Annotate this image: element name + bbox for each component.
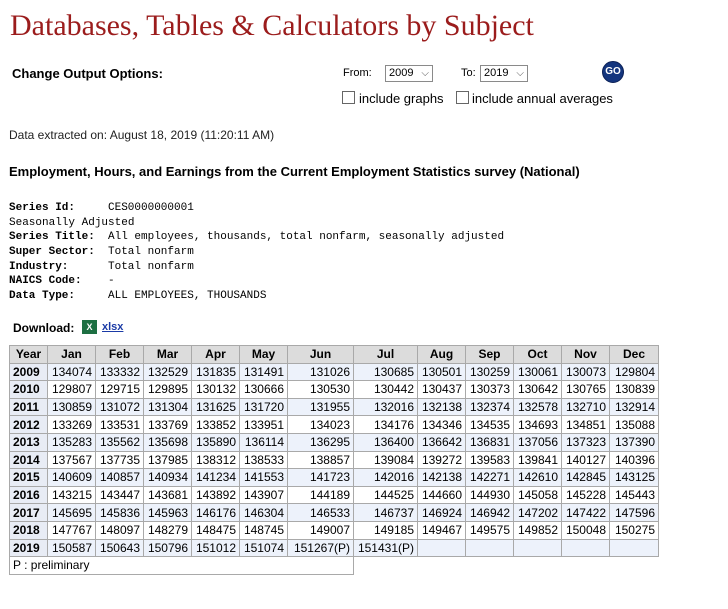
value-cell: 150275 — [610, 521, 659, 539]
value-cell — [418, 539, 466, 557]
value-cell: 132710 — [562, 398, 610, 416]
meta-value: All employees, thousands, total nonfarm, seasonally adjusted — [108, 231, 505, 244]
value-cell: 143681 — [144, 486, 192, 504]
value-cell: 142845 — [562, 469, 610, 487]
table-row — [10, 539, 659, 557]
value-cell: 136114 — [240, 433, 288, 451]
year-cell: 2015 — [10, 469, 48, 487]
value-cell: 145228 — [562, 486, 610, 504]
meta-key: Super Sector: — [9, 246, 95, 259]
value-cell: 140857 — [96, 469, 144, 487]
value-cell: 139583 — [466, 451, 514, 469]
value-cell: 150796 — [144, 539, 192, 557]
chevron-down-icon: ⌵ — [421, 68, 429, 79]
table-row — [10, 363, 659, 381]
value-cell: 145058 — [514, 486, 562, 504]
series-id-row — [9, 201, 504, 216]
seasonal-adjustment-row — [9, 216, 504, 231]
value-cell: 130501 — [418, 363, 466, 381]
excel-icon[interactable]: X — [82, 320, 97, 334]
value-cell: 151431(P) — [354, 539, 418, 557]
meta-value: Total nonfarm — [108, 260, 194, 273]
table-footnote-row — [10, 557, 659, 575]
column-header-year: Year — [10, 346, 48, 364]
change-output-options-label: Change Output Options: — [12, 66, 163, 81]
meta-value: ALL EMPLOYEES, THOUSANDS — [108, 290, 267, 303]
value-cell: 135283 — [48, 433, 96, 451]
value-cell: 134851 — [562, 416, 610, 434]
value-cell: 137390 — [610, 433, 659, 451]
value-cell: 149467 — [418, 521, 466, 539]
industry-row — [9, 260, 504, 275]
year-cell: 2013 — [10, 433, 48, 451]
value-cell: 133852 — [192, 416, 240, 434]
value-cell: 151012 — [192, 539, 240, 557]
value-cell: 134535 — [466, 416, 514, 434]
value-cell: 136642 — [418, 433, 466, 451]
table-row — [10, 433, 659, 451]
value-cell: 132578 — [514, 398, 562, 416]
value-cell: 130442 — [354, 381, 418, 399]
value-cell: 149007 — [288, 521, 354, 539]
to-year-select[interactable] — [480, 65, 528, 82]
series-metadata — [9, 201, 504, 304]
value-cell: 133269 — [48, 416, 96, 434]
year-cell: 2012 — [10, 416, 48, 434]
value-cell: 137323 — [562, 433, 610, 451]
value-cell: 130259 — [466, 363, 514, 381]
value-cell: 146924 — [418, 504, 466, 522]
value-cell: 129804 — [610, 363, 659, 381]
value-cell: 137985 — [144, 451, 192, 469]
value-cell: 137567 — [48, 451, 96, 469]
value-cell: 135088 — [610, 416, 659, 434]
value-cell: 133531 — [96, 416, 144, 434]
meta-key: Series Id: — [9, 202, 76, 214]
value-cell: 146533 — [288, 504, 354, 522]
employment-data-table — [9, 345, 659, 575]
data-extracted-text: Data extracted on: August 18, 2019 (11:20:11 AM) — [9, 128, 275, 142]
value-cell: 129715 — [96, 381, 144, 399]
value-cell: 140396 — [610, 451, 659, 469]
value-cell: 134023 — [288, 416, 354, 434]
go-button[interactable]: GO — [602, 61, 624, 83]
value-cell: 139272 — [418, 451, 466, 469]
value-cell: 136831 — [466, 433, 514, 451]
year-cell: 2019 — [10, 539, 48, 557]
value-cell: 138312 — [192, 451, 240, 469]
value-cell: 147422 — [562, 504, 610, 522]
value-cell: 135698 — [144, 433, 192, 451]
to-year-value: 2019 — [484, 67, 509, 79]
value-cell: 129895 — [144, 381, 192, 399]
value-cell: 134176 — [354, 416, 418, 434]
value-cell: 149185 — [354, 521, 418, 539]
column-header-mar: Mar — [144, 346, 192, 364]
value-cell: 146176 — [192, 504, 240, 522]
value-cell: 130530 — [288, 381, 354, 399]
to-label: To: — [461, 67, 476, 79]
column-header-may: May — [240, 346, 288, 364]
value-cell — [610, 539, 659, 557]
value-cell: 148279 — [144, 521, 192, 539]
meta-key: NAICS Code: — [9, 275, 82, 288]
value-cell: 145963 — [144, 504, 192, 522]
value-cell: 149575 — [466, 521, 514, 539]
value-cell: 135890 — [192, 433, 240, 451]
include-annual-averages-checkbox[interactable] — [456, 91, 469, 104]
value-cell — [514, 539, 562, 557]
value-cell: 148475 — [192, 521, 240, 539]
column-header-sep: Sep — [466, 346, 514, 364]
value-cell: 147767 — [48, 521, 96, 539]
value-cell: 145695 — [48, 504, 96, 522]
column-header-jul: Jul — [354, 346, 418, 364]
value-cell — [466, 539, 514, 557]
value-cell: 130132 — [192, 381, 240, 399]
value-cell: 149852 — [514, 521, 562, 539]
year-cell: 2011 — [10, 398, 48, 416]
footnote-text: P : preliminary — [10, 557, 354, 575]
value-cell: 133951 — [240, 416, 288, 434]
value-cell: 130642 — [514, 381, 562, 399]
value-cell: 138857 — [288, 451, 354, 469]
from-year-select[interactable] — [385, 65, 433, 82]
column-header-dec: Dec — [610, 346, 659, 364]
value-cell: 135562 — [96, 433, 144, 451]
value-cell: 132529 — [144, 363, 192, 381]
value-cell: 137735 — [96, 451, 144, 469]
meta-value: - — [108, 275, 115, 288]
value-cell: 134074 — [48, 363, 96, 381]
download-label: Download: — [13, 321, 75, 335]
value-cell: 143907 — [240, 486, 288, 504]
meta-value: Seasonally Adjusted — [9, 216, 135, 229]
value-cell: 139841 — [514, 451, 562, 469]
value-cell: 145443 — [610, 486, 659, 504]
table-header-row — [10, 346, 659, 364]
table-row — [10, 504, 659, 522]
column-header-nov: Nov — [562, 346, 610, 364]
value-cell — [562, 539, 610, 557]
include-graphs-label: include graphs — [359, 91, 444, 106]
value-cell: 130765 — [562, 381, 610, 399]
value-cell: 142610 — [514, 469, 562, 487]
column-header-apr: Apr — [192, 346, 240, 364]
meta-key: Industry: — [9, 260, 69, 273]
value-cell: 137056 — [514, 433, 562, 451]
column-header-jan: Jan — [48, 346, 96, 364]
value-cell: 144660 — [418, 486, 466, 504]
value-cell: 130859 — [48, 398, 96, 416]
value-cell: 144525 — [354, 486, 418, 504]
value-cell: 150643 — [96, 539, 144, 557]
value-cell: 150048 — [562, 521, 610, 539]
value-cell: 145836 — [96, 504, 144, 522]
value-cell: 141723 — [288, 469, 354, 487]
value-cell: 131720 — [240, 398, 288, 416]
value-cell: 147596 — [610, 504, 659, 522]
value-cell: 140609 — [48, 469, 96, 487]
value-cell: 131491 — [240, 363, 288, 381]
value-cell: 130061 — [514, 363, 562, 381]
value-cell: 142138 — [418, 469, 466, 487]
value-cell: 143125 — [610, 469, 659, 487]
value-cell: 146737 — [354, 504, 418, 522]
value-cell: 130839 — [610, 381, 659, 399]
table-body — [10, 363, 659, 557]
survey-title: Employment, Hours, and Earnings from the Current Employment Statistics survey (National) — [9, 164, 580, 179]
table-header — [10, 346, 659, 364]
value-cell: 132138 — [418, 398, 466, 416]
value-cell: 151267(P) — [288, 539, 354, 557]
value-cell: 142016 — [354, 469, 418, 487]
value-cell: 133332 — [96, 363, 144, 381]
include-graphs-checkbox[interactable] — [342, 91, 355, 104]
value-cell: 130373 — [466, 381, 514, 399]
value-cell: 131625 — [192, 398, 240, 416]
meta-value: Total nonfarm — [108, 246, 194, 259]
table-row — [10, 486, 659, 504]
year-cell: 2009 — [10, 363, 48, 381]
value-cell: 131955 — [288, 398, 354, 416]
value-cell: 129807 — [48, 381, 96, 399]
value-cell: 130437 — [418, 381, 466, 399]
value-cell: 133769 — [144, 416, 192, 434]
value-cell: 144930 — [466, 486, 514, 504]
value-cell: 140934 — [144, 469, 192, 487]
table-row — [10, 381, 659, 399]
value-cell: 148745 — [240, 521, 288, 539]
table-row — [10, 416, 659, 434]
table-row — [10, 469, 659, 487]
value-cell: 144189 — [288, 486, 354, 504]
value-cell: 138533 — [240, 451, 288, 469]
value-cell: 141553 — [240, 469, 288, 487]
chevron-down-icon: ⌵ — [516, 68, 524, 79]
year-cell: 2017 — [10, 504, 48, 522]
value-cell: 132374 — [466, 398, 514, 416]
value-cell: 142271 — [466, 469, 514, 487]
xlsx-download-link[interactable]: xlsx — [102, 321, 124, 333]
value-cell: 150587 — [48, 539, 96, 557]
value-cell: 134693 — [514, 416, 562, 434]
column-header-jun: Jun — [288, 346, 354, 364]
include-annual-averages-label: include annual averages — [472, 91, 613, 106]
value-cell: 132914 — [610, 398, 659, 416]
value-cell: 139084 — [354, 451, 418, 469]
data-type-row — [9, 289, 504, 304]
value-cell: 143447 — [96, 486, 144, 504]
value-cell: 146942 — [466, 504, 514, 522]
value-cell: 148097 — [96, 521, 144, 539]
meta-key: Data Type: — [9, 290, 76, 303]
value-cell: 131026 — [288, 363, 354, 381]
column-header-oct: Oct — [514, 346, 562, 364]
table-row — [10, 521, 659, 539]
value-cell: 147202 — [514, 504, 562, 522]
table-row — [10, 398, 659, 416]
value-cell: 130685 — [354, 363, 418, 381]
value-cell: 134346 — [418, 416, 466, 434]
column-header-feb: Feb — [96, 346, 144, 364]
year-cell: 2010 — [10, 381, 48, 399]
value-cell: 146304 — [240, 504, 288, 522]
naics-code-row — [9, 274, 504, 289]
value-cell: 131835 — [192, 363, 240, 381]
value-cell: 141234 — [192, 469, 240, 487]
table-row — [10, 451, 659, 469]
value-cell: 143215 — [48, 486, 96, 504]
from-year-value: 2009 — [389, 67, 414, 79]
from-label: From: — [343, 67, 372, 79]
value-cell: 130666 — [240, 381, 288, 399]
meta-value: CES0000000001 — [108, 202, 194, 214]
super-sector-row — [9, 245, 504, 260]
value-cell: 143892 — [192, 486, 240, 504]
value-cell: 130073 — [562, 363, 610, 381]
value-cell: 131072 — [96, 398, 144, 416]
year-cell: 2016 — [10, 486, 48, 504]
value-cell: 140127 — [562, 451, 610, 469]
column-header-aug: Aug — [418, 346, 466, 364]
value-cell: 136295 — [288, 433, 354, 451]
value-cell: 131304 — [144, 398, 192, 416]
meta-key: Series Title: — [9, 231, 95, 244]
value-cell: 151074 — [240, 539, 288, 557]
value-cell: 132016 — [354, 398, 418, 416]
year-cell: 2018 — [10, 521, 48, 539]
page-title: Databases, Tables & Calculators by Subject — [10, 9, 534, 42]
series-title-row — [9, 230, 504, 245]
footnote-spacer — [354, 557, 659, 575]
year-cell: 2014 — [10, 451, 48, 469]
value-cell: 136400 — [354, 433, 418, 451]
